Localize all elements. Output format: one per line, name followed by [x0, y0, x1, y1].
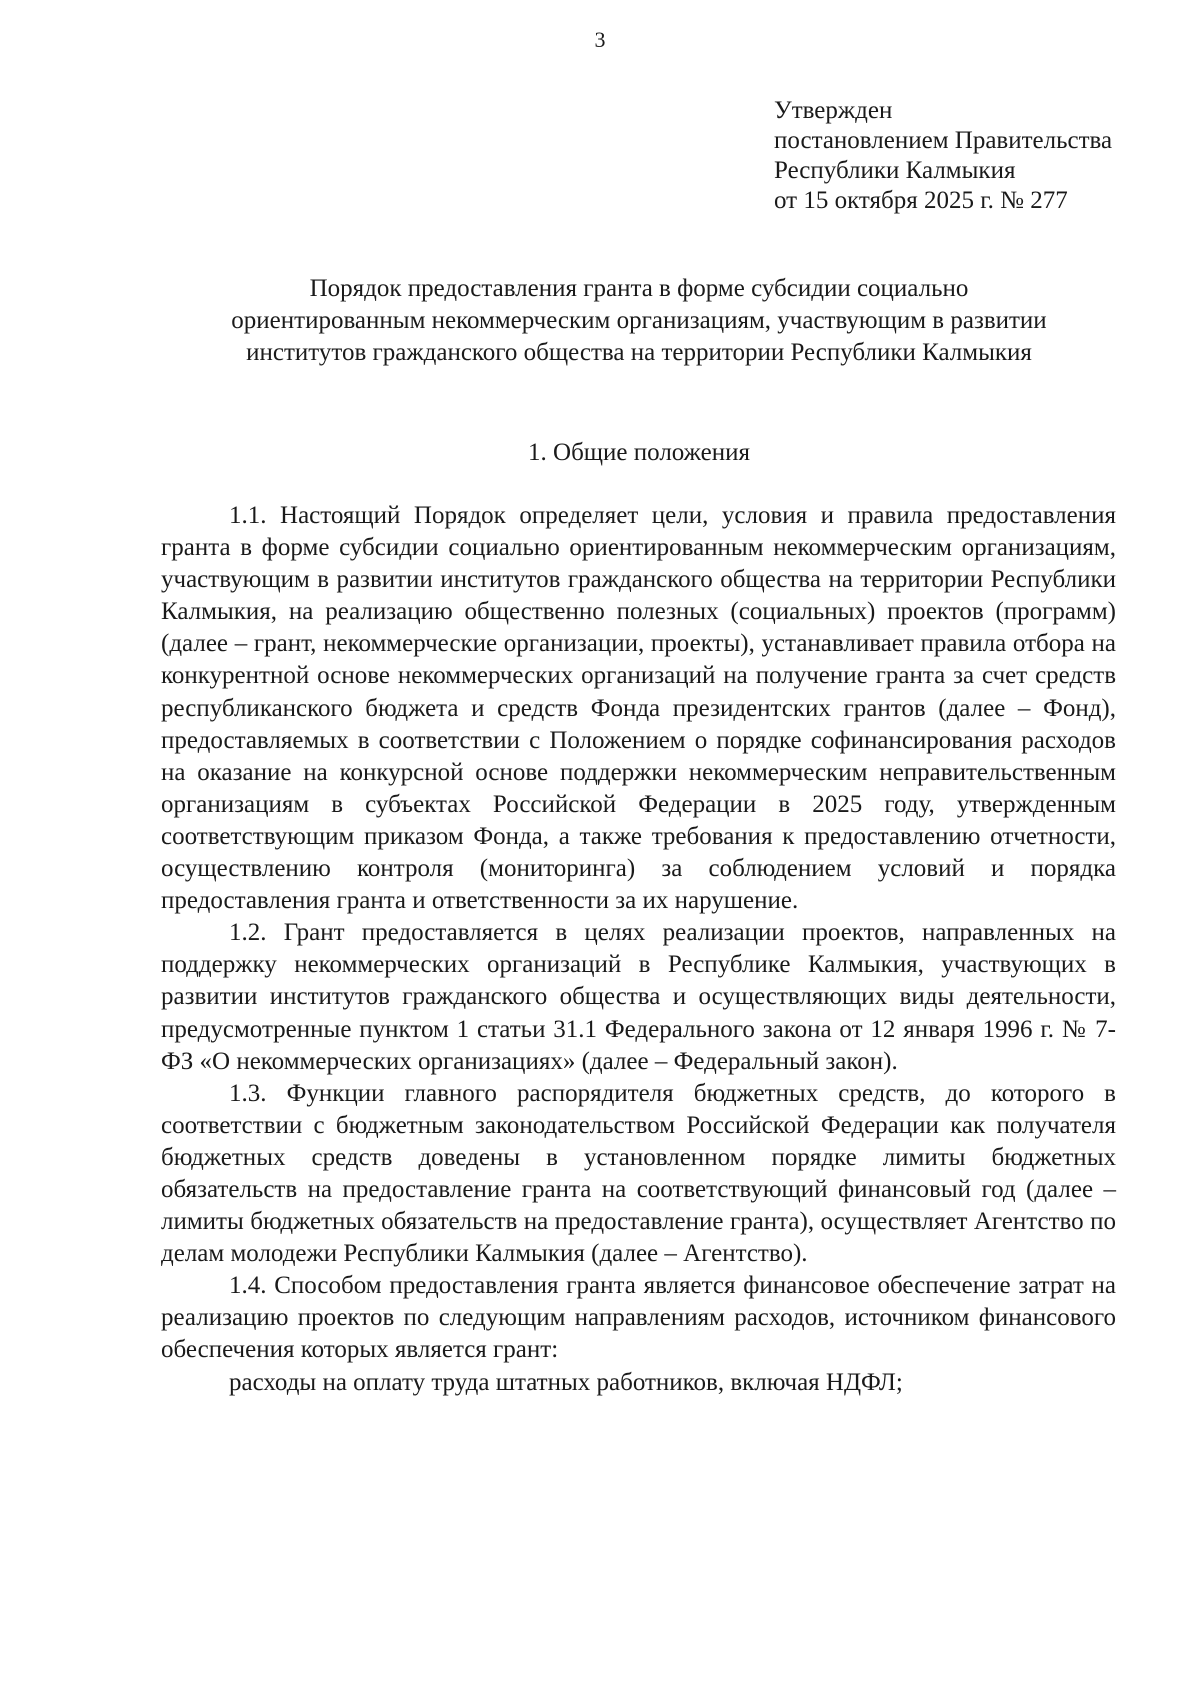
paragraph-expense-item: расходы на оплату труда штатных работников, включая НДФЛ;: [229, 1368, 903, 1396]
title-line: институтов гражданского общества на территории Республики Калмыкия: [246, 339, 1032, 366]
document-body: [161, 500, 1116, 1399]
paragraph-1-3: 1.3. Функции главного распорядителя бюджетных средств, до которого в соответствии с бюджетным законодательством Российской Федерации как получателя бюджетных средств доведены в установленном порядке лимиты бюджетных обязательств на предоставление гранта на соответствующий финансовый год (далее – лимиты бюджетных обязательств на предоставление гранта), осуществляет Агентство по делам молодежи Республики Калмыкия (далее – Агентство).: [161, 1079, 1116, 1268]
title-line: ориентированным некоммерческим организациям, участвующим в развитии: [231, 307, 1047, 334]
title-line: Порядок предоставления гранта в форме субсидии социально: [309, 275, 969, 302]
approval-line: Республики Калмыкия: [774, 157, 1016, 184]
approval-stamp: [774, 96, 1112, 216]
approval-line: Утвержден: [774, 97, 893, 124]
paragraph-1-1: 1.1. Настоящий Порядок определяет цели, условия и правила предоставления гранта в форме субсидии социально ориентированным некоммерческим организациям, участвующим в развитии институтов гражданского общества на территории Республики Калмыкия, на реализацию общественно полезных (социальных) проектов (программ) (далее – грант, некоммерческие организации, проекты), устанавливает правила отбора на конкурентной основе некоммерческих организаций на получение гранта за счет средств республиканского бюджета и средств Фонда президентских грантов (далее – Фонд), предоставляемых в соответствии с Положением о порядке софинансирования расходов на оказание на конкурсной основе поддержки некоммерческим неправительственным организациям в субъектах Российской Федерации в 2025 году, утвержденным соответствующим приказом Фонда, а также требования к предоставлению отчетности, осуществлению контроля (мониторинга) за соблюдением условий и порядка предоставления гранта и ответственности за их нарушение.: [161, 502, 1116, 915]
document-title: [160, 273, 1118, 369]
approval-line: от 15 октября 2025 г. № 277: [774, 187, 1068, 214]
page-number: 3: [594, 27, 606, 52]
paragraph-1-4: 1.4. Способом предоставления гранта является финансовое обеспечение затрат на реализацию проектов по следующим направлениям расходов, источником финансового обеспечения которых является грант:: [161, 1272, 1116, 1364]
section-heading: 1. Общие положения: [528, 439, 750, 466]
approval-line: постановлением Правительства: [774, 127, 1113, 154]
paragraph-1-2: 1.2. Грант предоставляется в целях реализации проектов, направленных на поддержку некоммерческих организаций в Республике Калмыкия, участвующих в развитии институтов гражданского общества и осуществляющих виды деятельности, предусмотренные пунктом 1 статьи 31.1 Федерального закона от 12 января 1996 г. № 7-ФЗ «О некоммерческих организациях» (далее – Федеральный закон).: [161, 919, 1116, 1075]
